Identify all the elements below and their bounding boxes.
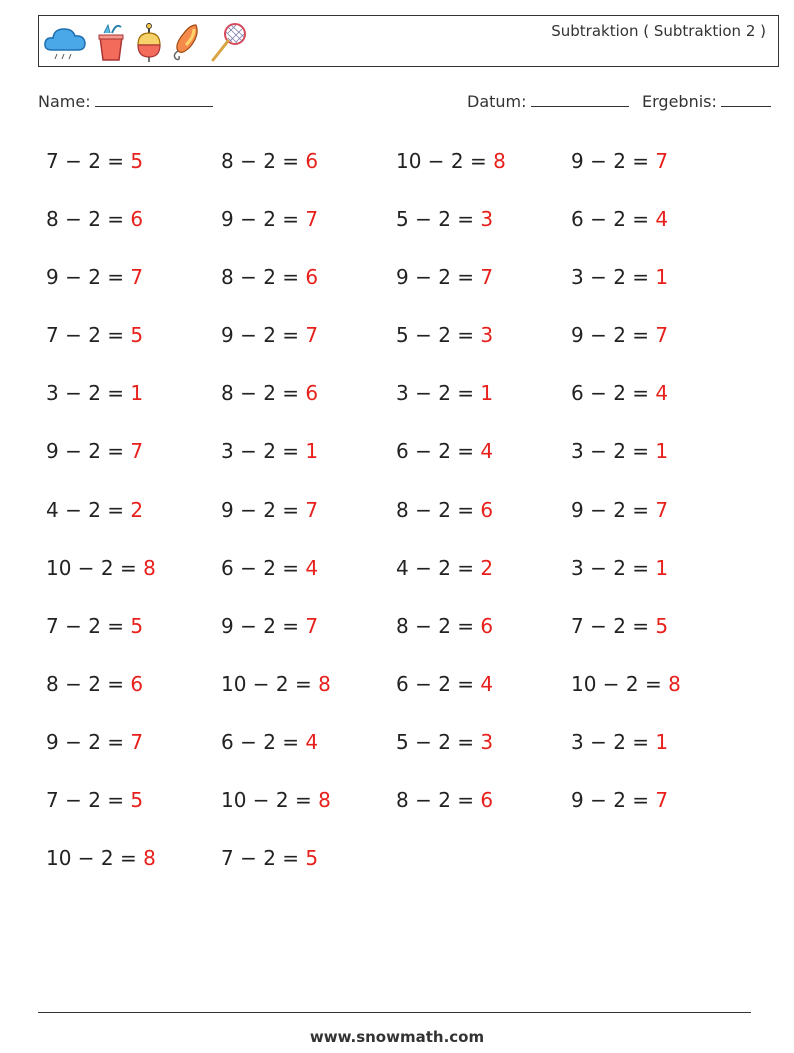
problem-answer: 7 [305,207,319,232]
problem-item [221,723,396,781]
problem-question: 9 − 2 = [46,729,131,754]
problem-item [571,374,746,432]
name-field [38,92,213,111]
problem-answer: 2 [130,497,144,522]
problem-answer: 7 [305,323,319,348]
problem-item [571,316,746,374]
problem-answer: 5 [130,149,144,173]
problem-question: 3 − 2 = [571,555,656,580]
problem-answer: 3 [480,207,494,232]
problem-answer: 6 [305,265,319,290]
problem-question: 9 − 2 = [46,265,131,290]
problem-item [396,491,571,549]
problem-answer: 7 [655,323,669,348]
problem-item [221,374,396,432]
problem-question: 10 − 2 = [571,671,669,696]
problem-answer: 6 [480,788,494,813]
problem-question: 7 − 2 = [46,149,131,173]
problem-item [396,607,571,665]
problem-question: 5 − 2 = [396,323,481,348]
date-field [467,92,629,111]
problem-item [571,200,746,258]
problem-item [46,316,221,374]
problem-answer: 8 [143,846,156,871]
problem-item [571,258,746,316]
problem-item [571,723,746,781]
problem-answer: 1 [130,381,144,406]
problem-item [46,258,221,316]
problem-question: 9 − 2 = [571,497,656,522]
problem-item [46,491,221,549]
problem-question: 4 − 2 = [396,555,481,580]
problem-question: 9 − 2 = [46,439,131,464]
problem-question: 6 − 2 = [571,381,656,406]
problem-answer: 1 [305,439,319,464]
problem-item [221,839,396,897]
problem-question: 9 − 2 = [571,323,656,348]
sand-bucket-icon [94,21,128,63]
name-blank [95,92,213,107]
problem-answer: 6 [130,207,144,232]
problem-item [571,665,746,723]
problem-question: 7 − 2 = [221,846,306,871]
problem-item [396,432,571,490]
problem-question: 6 − 2 = [571,207,656,232]
fishing-bobber-icon [134,21,164,63]
problem-question: 8 − 2 = [46,207,131,232]
problem-answer: 7 [655,497,669,522]
problem-question: 9 − 2 = [571,149,656,173]
problem-answer: 5 [130,613,144,638]
problem-item [46,723,221,781]
problem-question: 3 − 2 = [571,439,656,464]
problem-item [46,839,221,897]
problem-question: 9 − 2 = [396,265,481,290]
problem-answer: 4 [655,381,669,406]
problem-item [571,142,746,200]
problem-item [221,142,396,200]
problem-question: 5 − 2 = [396,729,481,754]
problem-question: 10 − 2 = [46,846,144,871]
problem-answer: 4 [480,671,494,696]
problem-item [396,549,571,607]
footer-url: www.snowmath.com [309,1028,485,1046]
problem-item [221,491,396,549]
problem-question: 4 − 2 = [46,497,131,522]
problem-question: 9 − 2 = [221,323,306,348]
problem-question: 3 − 2 = [571,729,656,754]
problem-question: 8 − 2 = [46,671,131,696]
problem-answer: 6 [305,381,319,406]
problem-answer: 7 [305,497,319,522]
problem-item [396,374,571,432]
problem-answer: 7 [655,788,669,813]
problem-question: 10 − 2 = [221,788,319,813]
problem-answer: 7 [480,265,494,290]
problem-question: 7 − 2 = [46,788,131,813]
problem-item [221,258,396,316]
problem-item [396,781,571,839]
problem-item [396,258,571,316]
problem-question: 3 − 2 = [221,439,306,464]
problem-answer: 7 [655,149,669,173]
worksheet-header [38,15,779,67]
problem-question: 7 − 2 = [46,613,131,638]
problem-item [396,723,571,781]
problem-answer: 8 [493,149,506,173]
problem-question: 10 − 2 = [46,555,144,580]
problem-answer: 3 [480,729,494,754]
footer-divider [38,1012,751,1013]
problem-question: 10 − 2 = [396,149,494,173]
problem-question: 6 − 2 = [396,439,481,464]
problem-item [221,549,396,607]
problem-answer: 5 [305,846,319,871]
problem-answer: 4 [655,207,669,232]
date-label: Datum: [467,92,527,111]
problem-question: 7 − 2 = [571,613,656,638]
problem-item [46,665,221,723]
rain-cloud-icon [42,22,88,62]
problem-question: 9 − 2 = [221,497,306,522]
problem-item [396,142,571,200]
problem-item [571,432,746,490]
problem-answer: 1 [655,555,669,580]
problem-answer: 5 [130,323,144,348]
problem-answer: 7 [130,439,144,464]
problem-item [221,607,396,665]
fishing-lure-icon [170,21,202,63]
problem-answer: 8 [318,788,331,813]
problem-answer: 6 [130,671,144,696]
problem-question: 9 − 2 = [221,207,306,232]
problem-question: 3 − 2 = [571,265,656,290]
name-label: Name: [38,92,91,111]
problem-question: 6 − 2 = [221,729,306,754]
problem-answer: 4 [480,439,494,464]
date-blank [531,92,629,107]
problem-answer: 6 [305,149,319,173]
problem-item [221,200,396,258]
problem-answer: 5 [655,613,669,638]
problem-item [46,607,221,665]
problem-item [396,316,571,374]
problem-answer: 1 [655,729,669,754]
problem-question: 8 − 2 = [396,613,481,638]
problem-answer: 8 [318,671,331,696]
problem-question: 9 − 2 = [221,613,306,638]
problem-question: 5 − 2 = [396,207,481,232]
problem-question: 8 − 2 = [221,265,306,290]
problem-item [221,665,396,723]
problem-item [571,781,746,839]
fishing-net-icon [208,21,248,63]
result-blank [721,92,771,107]
problem-answer: 8 [668,671,681,696]
problem-answer: 4 [305,555,319,580]
problem-answer: 7 [130,265,144,290]
problem-item [396,200,571,258]
problem-answer: 7 [130,729,144,754]
problem-item [221,781,396,839]
problem-question: 6 − 2 = [221,555,306,580]
problem-answer: 6 [480,613,494,638]
problem-answer: 3 [480,323,494,348]
problem-question: 8 − 2 = [221,381,306,406]
problem-question: 9 − 2 = [571,788,656,813]
problem-question: 3 − 2 = [396,381,481,406]
problem-item [46,549,221,607]
problem-answer: 1 [480,381,494,406]
sheet-title: Subtraktion ( Subtraktion 2 ) [551,22,766,40]
problem-question: 10 − 2 = [221,671,319,696]
problem-item [46,432,221,490]
problem-item [46,374,221,432]
result-label: Ergebnis: [642,92,717,111]
problem-answer: 2 [480,555,494,580]
problem-item [571,491,746,549]
problem-answer: 4 [305,729,319,754]
problem-answer: 6 [480,497,494,522]
problem-item [221,316,396,374]
problem-item [221,432,396,490]
problem-answer: 5 [130,788,144,813]
problem-answer: 8 [143,555,156,580]
problem-question: 7 − 2 = [46,323,131,348]
problem-item [46,781,221,839]
header-icons [42,20,248,64]
problem-question: 8 − 2 = [221,149,306,173]
problem-item [46,142,221,200]
problem-answer: 7 [305,613,319,638]
problem-item [571,549,746,607]
problem-item [571,607,746,665]
result-field [642,92,771,111]
problem-answer: 1 [655,265,669,290]
problem-answer: 1 [655,439,669,464]
problem-question: 3 − 2 = [46,381,131,406]
problem-item [396,665,571,723]
problem-question: 6 − 2 = [396,671,481,696]
problem-item [46,200,221,258]
problem-question: 8 − 2 = [396,497,481,522]
problem-grid [46,142,766,897]
problem-question: 8 − 2 = [396,788,481,813]
